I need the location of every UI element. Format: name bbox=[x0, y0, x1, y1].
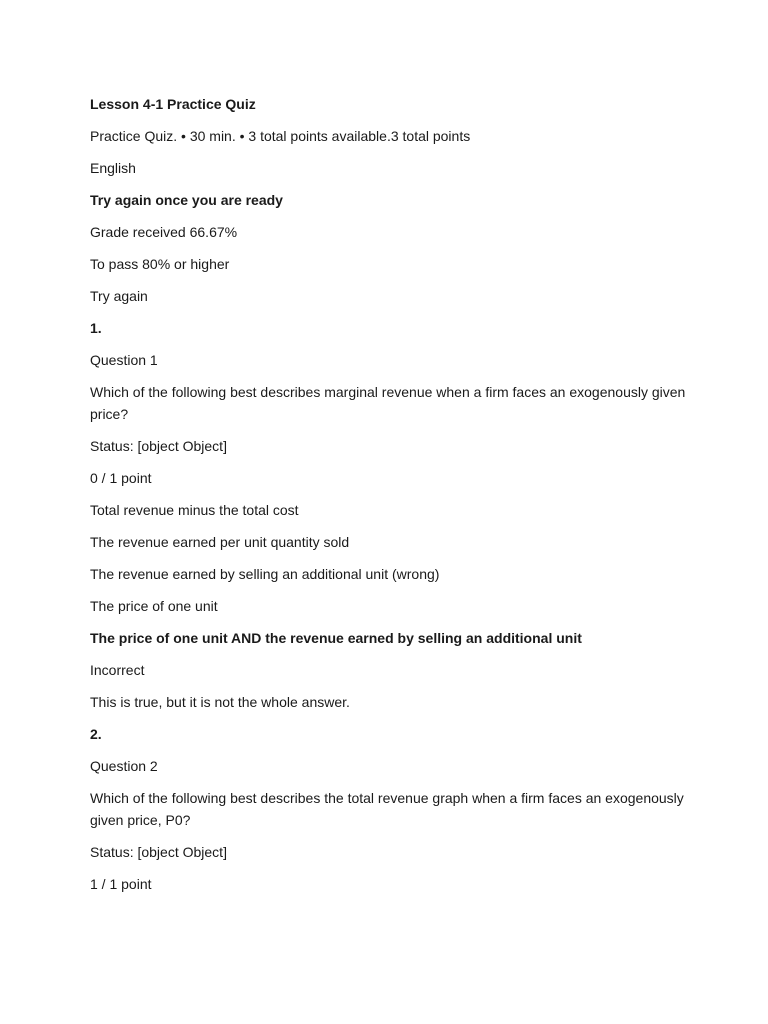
quiz-title: Lesson 4-1 Practice Quiz bbox=[90, 96, 256, 112]
quiz-meta: Practice Quiz. • 30 min. • 3 total points available.3 total points bbox=[90, 128, 471, 144]
answer-feedback: This is true, but it is not the whole answer. bbox=[90, 694, 350, 710]
answer-option[interactable]: The revenue earned per unit quantity sold bbox=[90, 534, 350, 550]
retry-heading: Try again once you are ready bbox=[90, 192, 283, 208]
question-prompt: Which of the following best describes the total revenue graph when a firm faces an exogenously given price, P0? bbox=[90, 790, 684, 828]
question-status: Status: [object Object] bbox=[90, 844, 227, 860]
grade-received: Grade received 66.67% bbox=[90, 224, 238, 240]
answer-option[interactable]: The price of one unit bbox=[90, 598, 218, 614]
pass-requirement: To pass 80% or higher bbox=[90, 256, 230, 272]
question-label: Question 2 bbox=[90, 758, 158, 774]
question-2 bbox=[90, 723, 690, 895]
question-number: 2. bbox=[90, 726, 102, 742]
answer-result: Incorrect bbox=[90, 662, 145, 678]
question-points: 0 / 1 point bbox=[90, 470, 152, 486]
question-number: 1. bbox=[90, 320, 102, 336]
question-points: 1 / 1 point bbox=[90, 876, 152, 892]
question-prompt: Which of the following best describes marginal revenue when a firm faces an exogenously given price? bbox=[90, 384, 686, 422]
question-1 bbox=[90, 317, 690, 713]
question-status: Status: [object Object] bbox=[90, 438, 227, 454]
answer-option[interactable]: Total revenue minus the total cost bbox=[90, 502, 299, 518]
answer-option[interactable]: The revenue earned by selling an additional unit (wrong) bbox=[90, 566, 440, 582]
question-label: Question 1 bbox=[90, 352, 158, 368]
language-label[interactable]: English bbox=[90, 160, 136, 176]
try-again-button[interactable]: Try again bbox=[90, 288, 148, 304]
selected-answer-option[interactable]: The price of one unit AND the revenue earned by selling an additional unit bbox=[90, 630, 582, 646]
quiz-document bbox=[90, 93, 690, 905]
